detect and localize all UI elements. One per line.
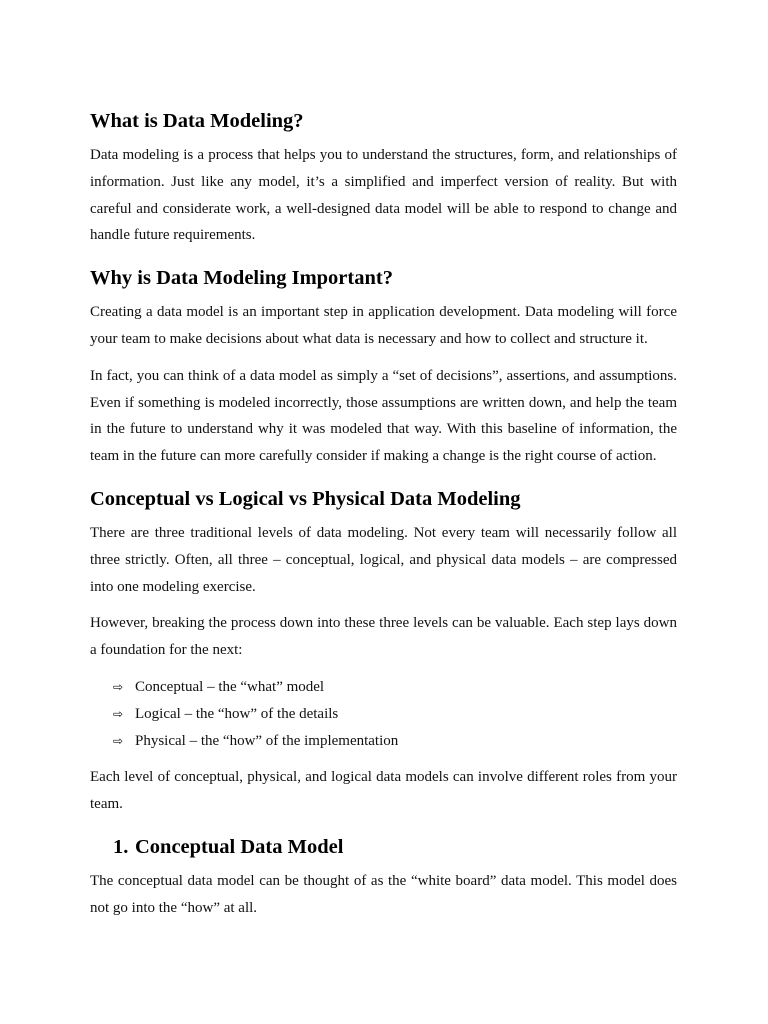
paragraph-why-2: In fact, you can think of a data model as simply a “set of decisions”, assertions, and assumptions. Even if something is modeled incorrectly, those assumptions are written down, and help the team in the future to understand why it was modeled that way. With this baseline of information, the team in the future can more carefully consider if making a change is the right course of action. bbox=[90, 367, 677, 465]
arrow-right-outline-icon: ⇨ bbox=[113, 706, 124, 721]
paragraph-levels-3: Each level of conceptual, physical, and logical data models can involve different roles from your team. bbox=[90, 769, 677, 813]
heading-why-important: Why is Data Modeling Important? bbox=[90, 267, 393, 290]
paragraph-levels-1: There are three traditional levels of data modeling. Not every team will necessarily follow all three strictly. Often, all three – conceptual, logical, and physical data models – are compressed into one modeling exercise. bbox=[90, 524, 677, 595]
heading-text: Conceptual Data Model bbox=[135, 835, 344, 858]
heading-what-is-data-modeling: What is Data Modeling? bbox=[90, 110, 304, 132]
arrow-right-outline-icon: ⇨ bbox=[113, 679, 124, 694]
heading-number: 1. bbox=[113, 835, 129, 858]
list-item-text: Logical – the “how” of the details bbox=[135, 705, 339, 722]
paragraph-why-1: Creating a data model is an important step in application development. Data modeling will force your team to make decisions about what data is necessary and how to collect and structure it. bbox=[90, 304, 677, 347]
list-item-text: Physical – the “how” of the implementation bbox=[135, 732, 399, 749]
list-item bbox=[90, 701, 677, 728]
heading-conceptual-data-model bbox=[90, 834, 677, 860]
arrow-right-outline-icon: ⇨ bbox=[113, 733, 124, 748]
list-item bbox=[90, 728, 677, 755]
paragraph-what-1: Data modeling is a process that helps you to understand the structures, form, and relationships of information. Just like any model, it’s a simplified and imperfect version of reality. But with careful and considerate work, a well-designed data model will be able to respond to change and handle future requirements. bbox=[90, 147, 677, 244]
list-item bbox=[90, 674, 677, 701]
paragraph-conceptual-1: The conceptual data model can be thought of as the “white board” data model. This model does not go into the “how” at all. bbox=[90, 872, 677, 916]
paragraph-levels-2: However, breaking the process down into these three levels can be valuable. Each step lays down a foundation for the next: bbox=[90, 615, 677, 659]
document-page bbox=[90, 108, 677, 932]
heading-levels: Conceptual vs Logical vs Physical Data Modeling bbox=[90, 487, 521, 510]
levels-list bbox=[90, 674, 677, 754]
list-item-text: Conceptual – the “what” model bbox=[135, 678, 325, 695]
